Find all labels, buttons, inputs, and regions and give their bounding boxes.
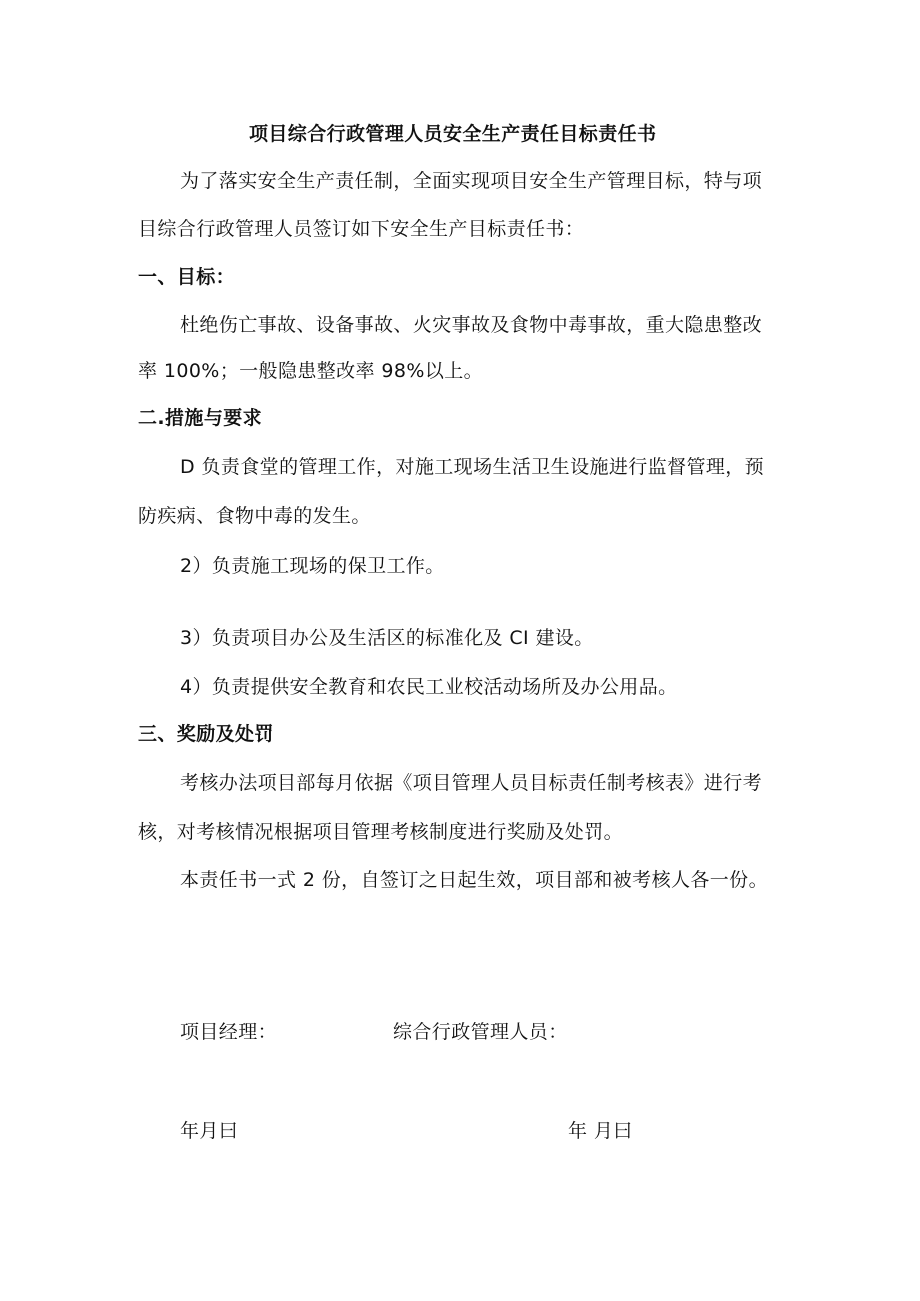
signature-right-label: 综合行政管理人员： xyxy=(393,1021,568,1043)
section-3-line-2: 核，对考核情况根据项目管理考核制度进行奖励及处罚。 xyxy=(138,821,624,843)
section-3-heading: 三、奖励及处罚 xyxy=(138,723,274,745)
section-2-item-2: 2）负责施工现场的保卫工作。 xyxy=(180,555,445,577)
signature-left-date: 年月曰 xyxy=(180,1120,239,1142)
signature-left-label: 项目经理： xyxy=(180,1021,278,1043)
section-2-item-1-line-2: 防疾病、食物中毒的发生。 xyxy=(138,505,371,527)
intro-line-1: 为了落实安全生产责任制，全面实现项目安全生产管理目标，特与项 xyxy=(180,170,763,192)
section-2-item-4: 4）负责提供安全教育和农民工业校活动场所及办公用品。 xyxy=(180,676,678,698)
signature-right-date: 年 月曰 xyxy=(568,1120,633,1142)
section-3-line-1: 考核办法项目部每月依据《项目管理人员目标责任制考核表》进行考 xyxy=(180,772,763,794)
section-2-heading: 二.措施与要求 xyxy=(138,407,263,429)
section-2-item-3: 3）负责项目办公及生活区的标准化及 CI 建设。 xyxy=(180,627,594,649)
intro-line-2: 目综合行政管理人员签订如下安全生产目标责任书： xyxy=(138,218,585,240)
document-title: 项目综合行政管理人员安全生产责任目标责任书 xyxy=(249,123,657,145)
section-3-line-3: 本责任书一式 2 份，自签订之日起生效，项目部和被考核人各一份。 xyxy=(180,869,768,891)
section-1-line-2: 率 100%；一般隐患整改率 98%以上。 xyxy=(138,360,484,382)
section-2-item-1-line-1: D 负责食堂的管理工作，对施工现场生活卫生设施进行监督管理，预 xyxy=(180,456,765,478)
section-1-line-1: 杜绝伤亡事故、设备事故、火灾事故及食物中毒事故，重大隐患整改 xyxy=(180,314,763,336)
section-1-heading: 一、目标： xyxy=(138,266,236,288)
